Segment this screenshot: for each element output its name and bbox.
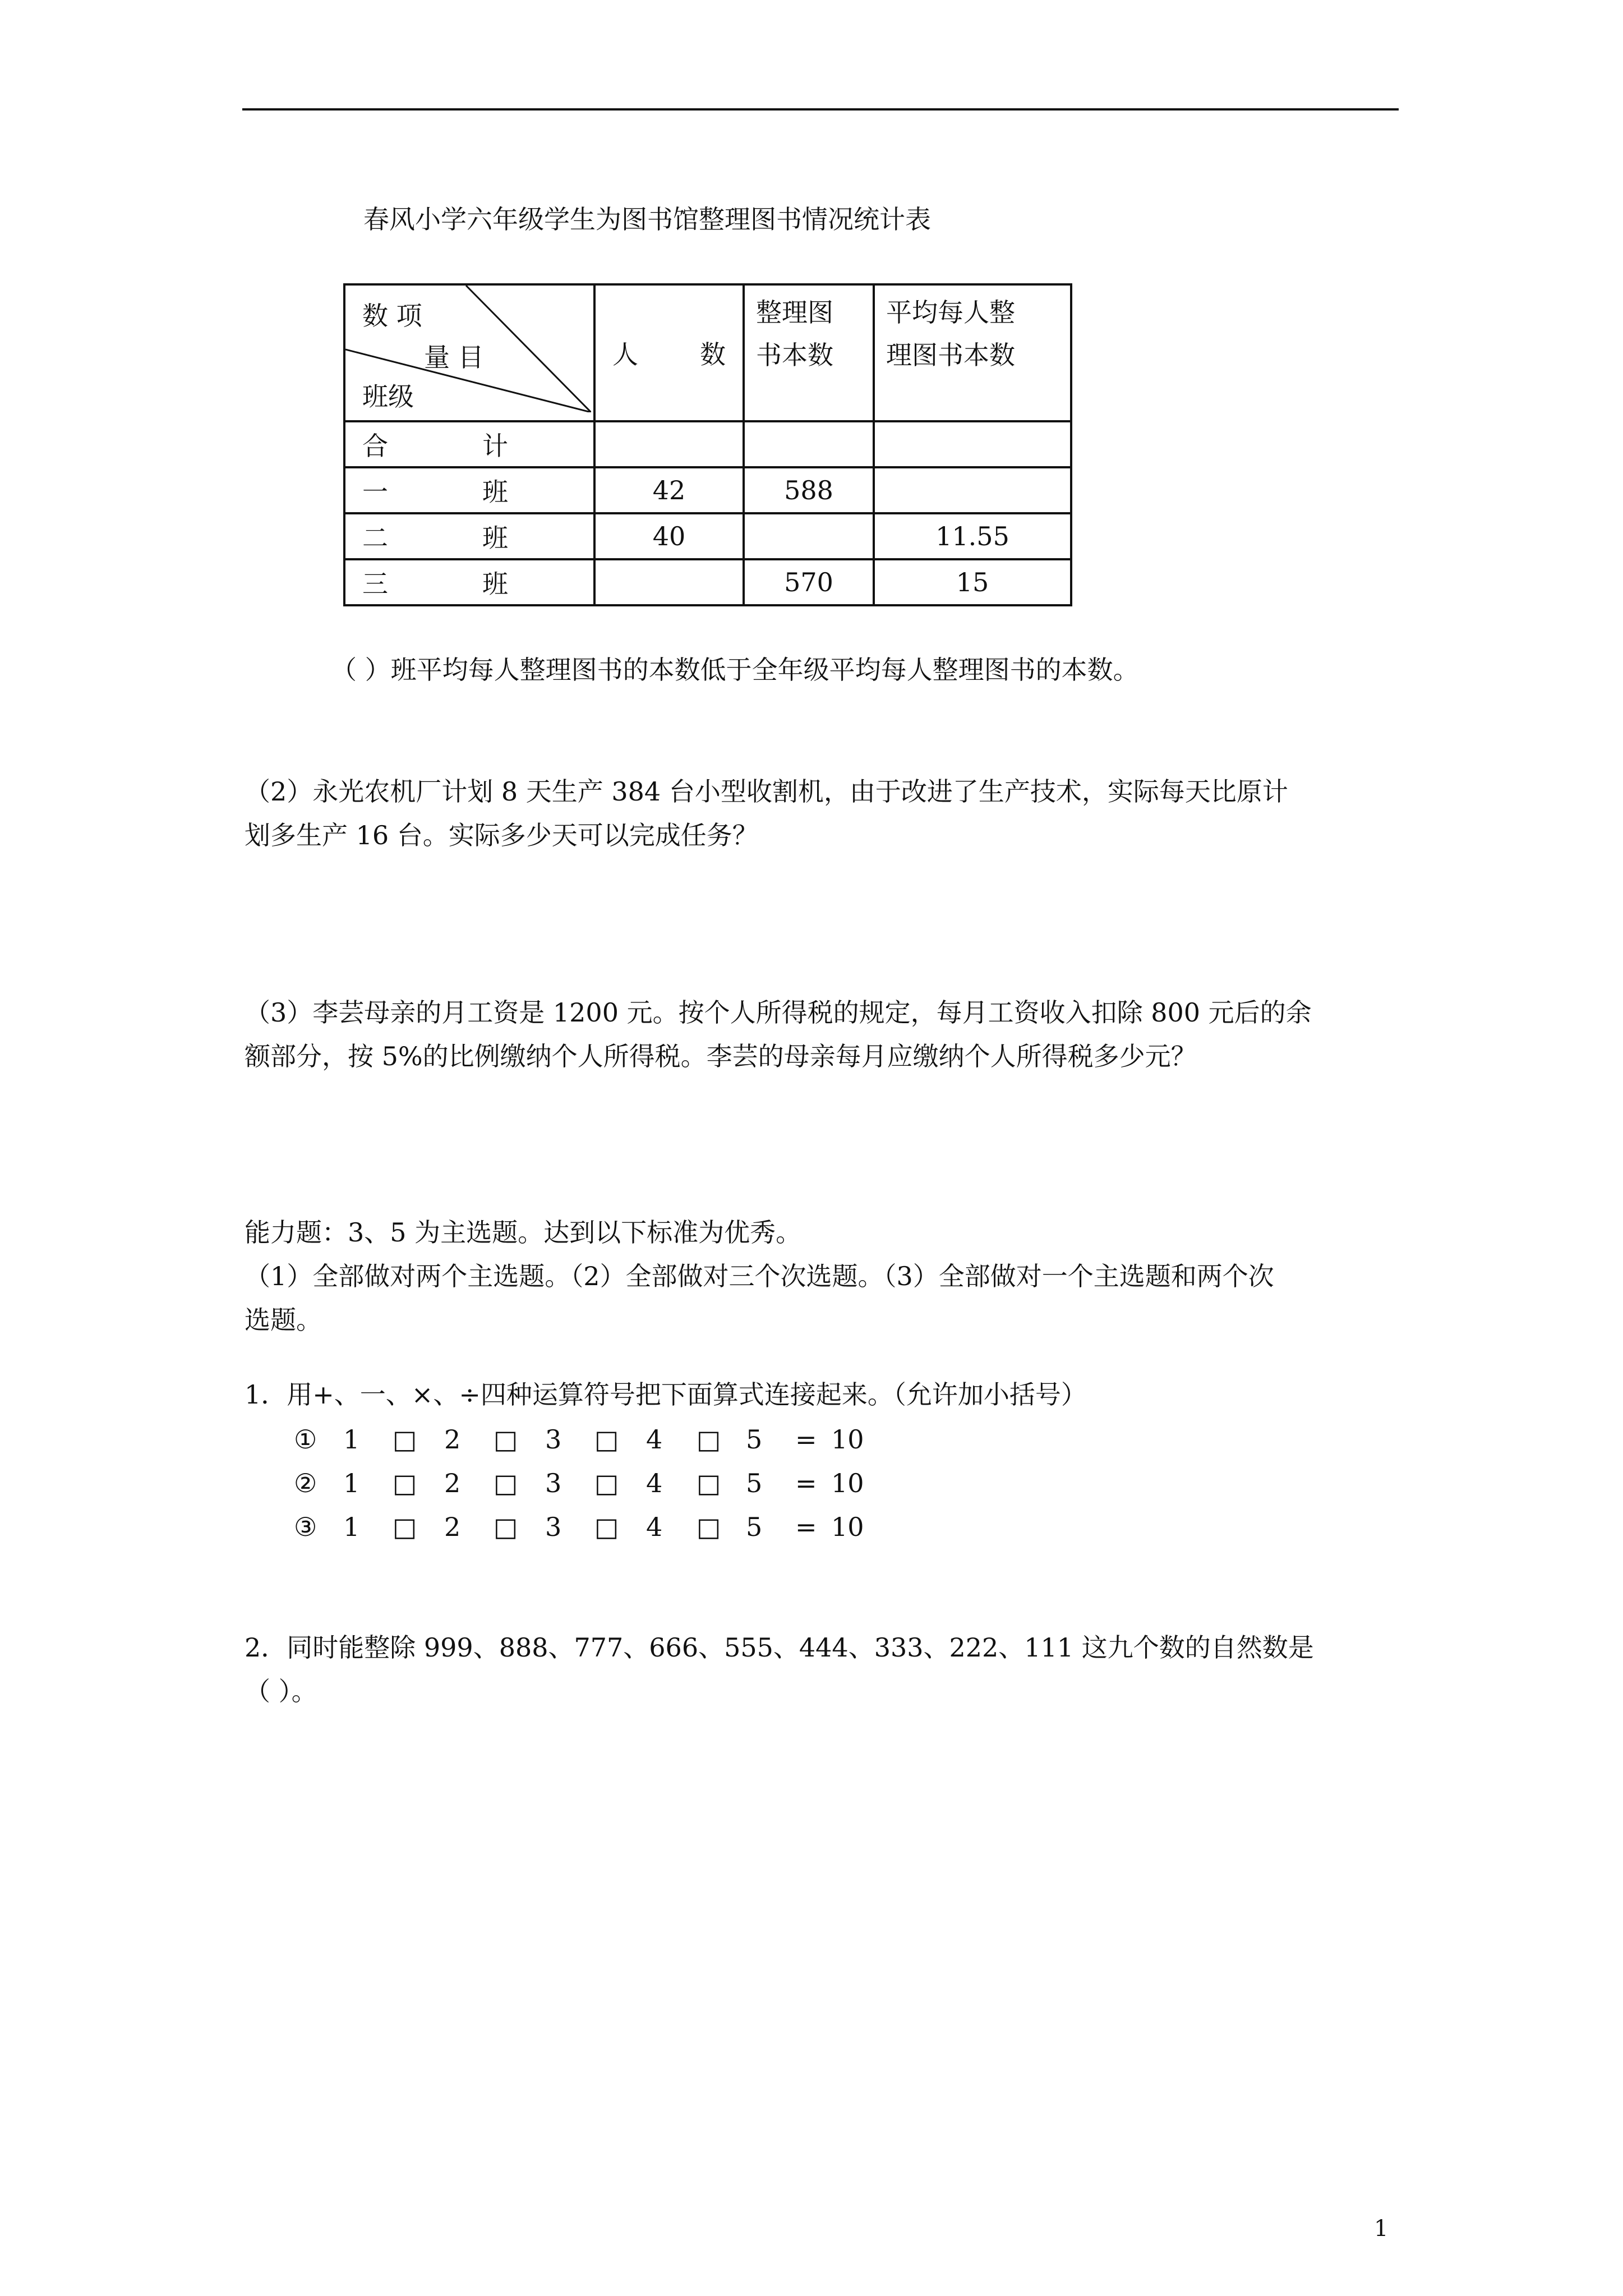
question-3: [245, 991, 1312, 1078]
class-cell: 三 班: [344, 559, 594, 605]
question-2-line1: （2）永光农机厂计划 8 天生产 384 台小型收割机，由于改进了生产技术，实际每天比原计: [245, 776, 1288, 807]
table-row-class2: [344, 513, 1071, 559]
table-row-class3: [344, 559, 1071, 605]
problem-2-line2: （ ）。: [245, 1676, 317, 1706]
diag-mid-label: 量 目: [424, 342, 484, 372]
diag-bottom-label: 班级: [362, 381, 414, 412]
table-header-row: [344, 284, 1071, 421]
question-2: [245, 770, 1288, 857]
diagonal-header-cell: [344, 284, 594, 421]
books-cell: 588: [744, 467, 874, 513]
equation-row: ③ 1 □ 2 □ 3 □ 4 □ 5 = 10: [294, 1512, 864, 1542]
equation-row: ① 1 □ 2 □ 3 □ 4 □ 5 = 10: [294, 1424, 864, 1455]
equation-row: ② 1 □ 2 □ 3 □ 4 □ 5 = 10: [294, 1468, 864, 1498]
header-books: 整理图 书本数: [744, 284, 874, 421]
books-cell: [744, 513, 874, 559]
table-question: （ ）班平均每人整理图书的本数低于全年级平均每人整理图书的本数。: [331, 655, 1139, 685]
question-3-line1: （3）李芸母亲的月工资是 1200 元。按个人所得税的规定，每月工资收入扣除 800 元后的余: [245, 997, 1312, 1028]
header-rule: [242, 108, 1399, 111]
class-cell: 二 班: [344, 513, 594, 559]
question-2-line2: 划多生产 16 台。实际多少天可以完成任务？: [245, 820, 758, 850]
ability-section: [245, 1211, 1274, 1342]
problem-2-line1: 2．同时能整除 999、888、777、666、555、444、333、222、111 这九个数的自然数是: [245, 1632, 1314, 1663]
people-cell: [594, 559, 744, 605]
table-row-total: [344, 421, 1071, 467]
problem-1-equations: [294, 1418, 864, 1549]
avg-cell: 11.55: [874, 513, 1071, 559]
problem-2: [245, 1626, 1314, 1713]
header-people: 人 数: [594, 284, 744, 421]
diag-top-label: 数 项: [362, 301, 422, 331]
people-cell: [594, 421, 744, 467]
avg-cell: [874, 421, 1071, 467]
table-row-class1: [344, 467, 1071, 513]
class-cell: 合 计: [344, 421, 594, 467]
ability-line2: （1）全部做对两个主选题。（2）全部做对三个次选题。（3）全部做对一个主选题和两个次: [245, 1261, 1274, 1291]
books-cell: [744, 421, 874, 467]
statistics-table: [343, 283, 1072, 606]
question-3-line2: 额部分，按 5%的比例缴纳个人所得税。李芸的母亲每月应缴纳个人所得税多少元？: [245, 1041, 1197, 1071]
header-avg: 平均每人整 理图书本数: [874, 284, 1071, 421]
ability-line3: 选题。: [245, 1305, 322, 1335]
class-cell: 一 班: [344, 467, 594, 513]
page-number: 1: [1374, 2216, 1389, 2242]
table-title: 春风小学六年级学生为图书馆整理图书情况统计表: [363, 204, 931, 234]
ability-line1: 能力题：3、5 为主选题。达到以下标准为优秀。: [245, 1217, 802, 1248]
avg-cell: 15: [874, 559, 1071, 605]
problem-1-title: 1．用+、一、×、÷四种运算符号把下面算式连接起来。（允许加小括号）: [245, 1379, 1087, 1410]
books-cell: 570: [744, 559, 874, 605]
avg-cell: [874, 467, 1071, 513]
people-cell: 40: [594, 513, 744, 559]
people-cell: 42: [594, 467, 744, 513]
